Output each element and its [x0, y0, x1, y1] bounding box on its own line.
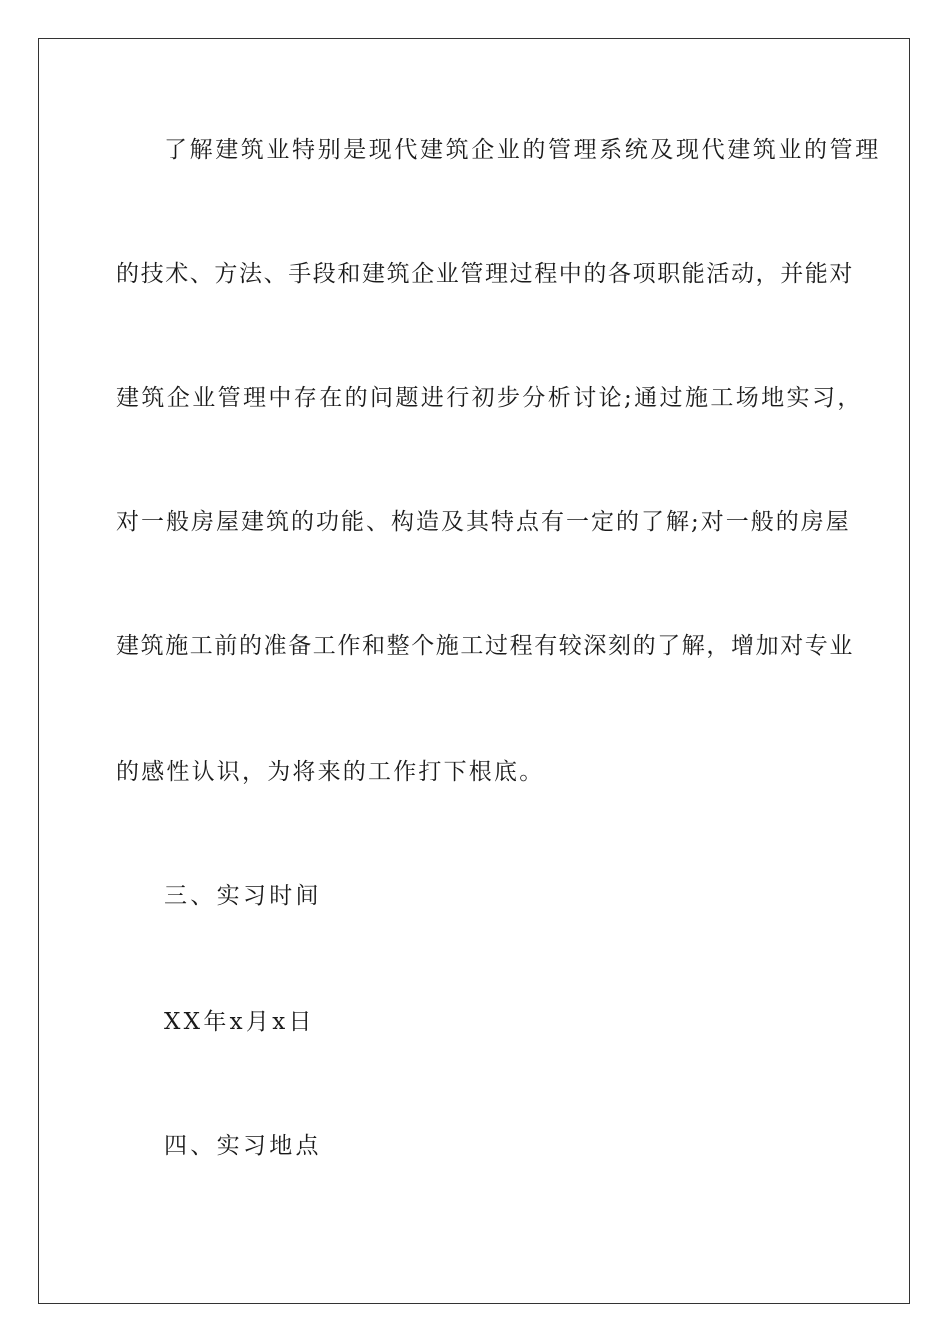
section-4-heading: 四、实习地点: [164, 1133, 322, 1159]
section-3-date: XX年x月x日: [164, 1009, 315, 1035]
paragraph-line-3: 建筑企业管理中存在的问题进行初步分析讨论;通过施工场地实习，: [116, 385, 863, 411]
paragraph-line-5: 建筑施工前的准备工作和整个施工过程有较深刻的了解，增加对专业: [116, 633, 854, 659]
paragraph-line-4: 对一般房屋建筑的功能、构造及其特点有一定的了解;对一般的房屋: [116, 509, 851, 535]
paragraph-line-2: 的技术、方法、手段和建筑企业管理过程中的各项职能活动，并能对: [116, 261, 854, 287]
paragraph-line-6: 的感性认识，为将来的工作打下根底。: [116, 759, 545, 785]
paragraph-line-1: 了解建筑业特别是现代建筑企业的管理系统及现代建筑业的管理: [164, 137, 881, 163]
page-border: [38, 38, 910, 1304]
section-3-heading: 三、实习时间: [164, 883, 322, 909]
